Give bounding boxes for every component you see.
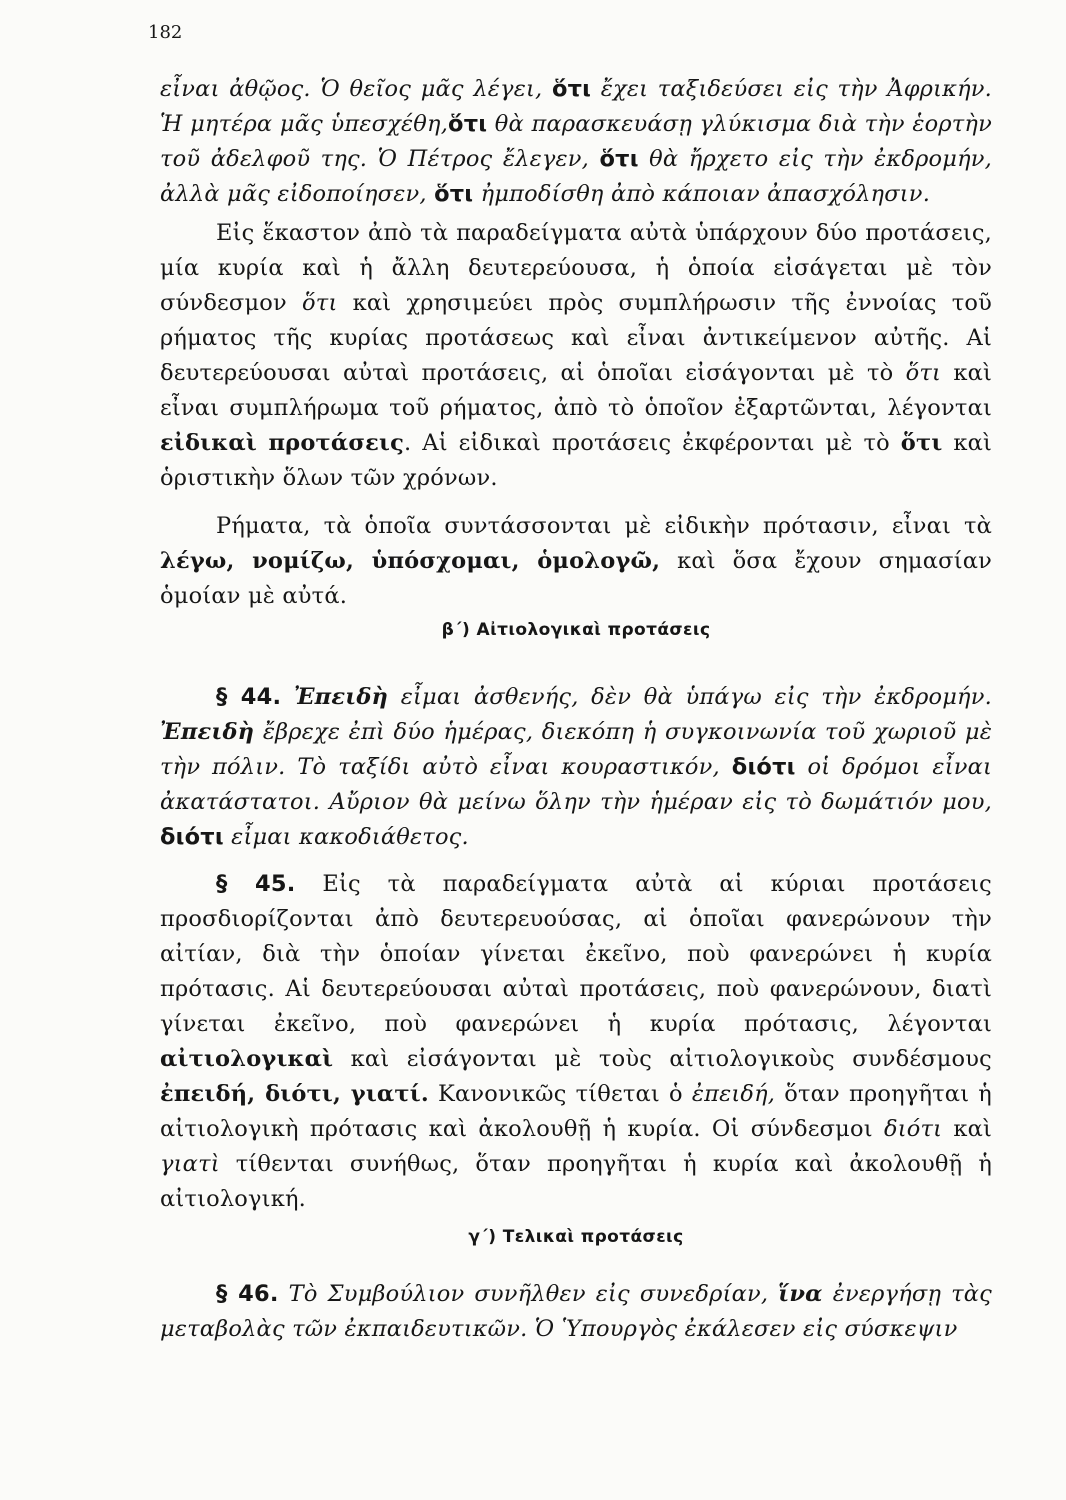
- bold-conjunctions: ἐπειδή, διότι, γιατί.: [160, 1081, 429, 1107]
- text-run: . Αἱ εἰδικαὶ προτάσεις ἐκφέρονται μὲ τὸ: [404, 430, 890, 456]
- intro-examples: [160, 72, 992, 212]
- text-run: ὅταν προηγῆται ἡ αἰτιολογικὴ πρότασις καὶ ἀκολουθῇ ἡ κυρία. Οἱ σύνδεσμοι: [160, 1081, 992, 1142]
- bold-dioti: διότι: [731, 754, 796, 780]
- text-run: καὶ εἰσάγονται μὲ τοὺς αἰτιολογικοὺς συνδέσμους: [350, 1046, 992, 1072]
- text-run: καὶ χρησιμεύει πρὸς συμπλήρωσιν τῆς ἐννοίας τοῦ ρήματος τῆς κυρίας προτάσεως καὶ εἶναι ἀντικείμενον αὐτῆς. Αἱ δευτερεύουσαι αὐταὶ προτάσεις, αἱ ὁποῖαι εἰσάγονται μὲ τὸ: [160, 290, 992, 386]
- text-run: εἶμαι ἀσθενής, δὲν θὰ ὑπάγω εἰς τὴν ἐκδρομήν.: [400, 684, 992, 710]
- text-run: ἔχει ταξιδεύσει εἰς τὴν Ἀφρικήν. Ἡ μητέρα μᾶς ὑπεσχέθη,: [160, 76, 992, 137]
- text-run: θὰ παρασκευάσῃ γλύκισμα διὰ τὴν ἑορτὴν τοῦ ἀδελφοῦ της. Ὁ Πέτρος ἔλεγεν,: [160, 111, 992, 172]
- text-run: καὶ: [953, 1116, 992, 1142]
- text-run: τίθενται συνήθως, ὅταν προηγῆται ἡ κυρία καὶ ἀκολουθῇ ἡ αἰτιολογική.: [160, 1151, 992, 1212]
- term-aitiologikai: αἰτιολογικαὶ: [160, 1046, 334, 1072]
- text-run: Εἰς τὰ παραδείγματα αὐτὰ αἱ κύριαι προτάσεις προσδιορίζονται ἀπὸ δευτερευούσας, αἱ ὁποῖαι φανερώνουν τὴν αἰτίαν, διὰ τὴν ὁποίαν γίνεται ἐκεῖνο, ποὺ φανερώνει ἡ κυρία πρότασις. Αἱ δευτερεύουσαι αὐταὶ προτάσεις, ποὺ φανερώνουν, διατὶ γίνεται ἐκεῖνο, ποὺ φανερώνει ἡ κυρία πρότασις, λέγονται: [160, 871, 992, 1037]
- text-run: Εἰς ἕκαστον ἀπὸ τὰ παραδείγματα αὐτὰ ὑπάρχουν δύο προτάσεις, μία κυρία καὶ ἡ ἄλλη δευτερεύουσα, ἡ ὁποία εἰσάγεται μὲ τὸν σύνδεσμον: [160, 220, 992, 316]
- section-45-paragraph: [160, 867, 992, 1217]
- bold-hoti: ὅτι: [448, 111, 488, 137]
- italic-dioti: διότι: [883, 1116, 943, 1142]
- section-number: § 44.: [216, 684, 282, 710]
- page-number: 182: [148, 22, 183, 43]
- text-run: ἔβρεχε ἐπὶ δύο ἡμέρας, διεκόπη ἡ συγκοινωνία τοῦ χωριοῦ μὲ τὴν πόλιν. Τὸ ταξίδι αὐτὸ εἶναι κουραστικόν,: [160, 719, 992, 780]
- text-run: ἠμποδίσθη ἀπὸ κάποιαν ἀπασχόλησιν.: [480, 181, 931, 207]
- text-run: εἶμαι κακοδιάθετος.: [231, 824, 469, 850]
- section-44: [160, 680, 992, 855]
- section-number: § 46.: [216, 1281, 279, 1307]
- text-run: Τὸ Συμβούλιον συνῆλθεν εἰς συνεδρίαν,: [288, 1281, 769, 1307]
- text-run: καὶ ὁριστικὴν ὅλων τῶν χρόνων.: [160, 430, 992, 491]
- intro-paragraph: [160, 72, 992, 212]
- section-44-paragraph: [160, 680, 992, 855]
- section-46-paragraph: [160, 1277, 992, 1347]
- text-run: καὶ ὅσα ἔχουν σημασίαν ὁμοίαν μὲ αὐτά.: [160, 548, 992, 609]
- bold-verbs: λέγω, νομίζω, ὑπόσχομαι, ὁμολογῶ,: [160, 548, 661, 574]
- bold-hoti: ὅτι: [599, 146, 639, 172]
- verbs-paragraph: [160, 509, 992, 614]
- section-45: [160, 867, 992, 1217]
- bold-epeidi: Ἐπειδὴ: [293, 684, 389, 710]
- text-run: Κανονικῶς τίθεται ὁ: [437, 1081, 683, 1107]
- bold-hoti: ὅτι: [900, 430, 943, 456]
- bold-epeidi: Ἐπειδὴ: [160, 719, 255, 745]
- text-run: Ρήματα, τὰ ὁποῖα συντάσσονται μὲ εἰδικὴν πρότασιν, εἶναι τὰ: [216, 513, 992, 539]
- italic-giati: γιατὶ: [160, 1151, 220, 1177]
- section-heading-gamma: γ΄) Τελικαὶ προτάσεις: [468, 1227, 684, 1247]
- explanation-paragraph: [160, 216, 992, 496]
- bold-hoti: ὅτι: [551, 76, 592, 102]
- text-run: εἶναι ἀθῷος. Ὁ θεῖος μᾶς λέγει,: [160, 76, 543, 102]
- text-run: θὰ ἤρχετο εἰς τὴν ἐκδρομήν, ἀλλὰ μᾶς εἰδοποίησεν,: [160, 146, 992, 207]
- bold-hoti: ὅτι: [434, 181, 474, 207]
- italic-hoti: ὅτι: [302, 290, 338, 316]
- italic-hoti: ὅτι: [905, 360, 942, 386]
- explanation-block: [160, 216, 992, 496]
- verbs-block: [160, 509, 992, 614]
- section-46: [160, 1277, 992, 1347]
- section-heading-beta: β΄) Αἰτιολογικαὶ προτάσεις: [441, 620, 711, 640]
- bold-dioti: διότι: [160, 824, 224, 850]
- text-run: ἐνεργήσῃ τὰς μεταβολὰς τῶν ἐκπαιδευτικῶν. Ὁ Ὑπουργὸς ἐκάλεσεν εἰς σύσκεψιν: [160, 1281, 992, 1342]
- text-run: οἱ δρόμοι εἶναι ἀκατάστατοι. Αὔριον θὰ μείνω ὅλην τὴν ἡμέραν εἰς τὸ δωμάτιόν μου,: [160, 754, 993, 815]
- italic-epeidi: ἐπειδή,: [691, 1081, 776, 1107]
- bold-ina: ἵνα: [778, 1281, 823, 1307]
- term-eidikai-protaseis: εἰδικαὶ προτάσεις: [160, 430, 405, 456]
- section-number: § 45.: [216, 871, 296, 897]
- text-run: καὶ εἶναι συμπλήρωμα τοῦ ρήματος, ἀπὸ τὸ ὁποῖον ἐξαρτῶνται, λέγονται: [160, 360, 992, 421]
